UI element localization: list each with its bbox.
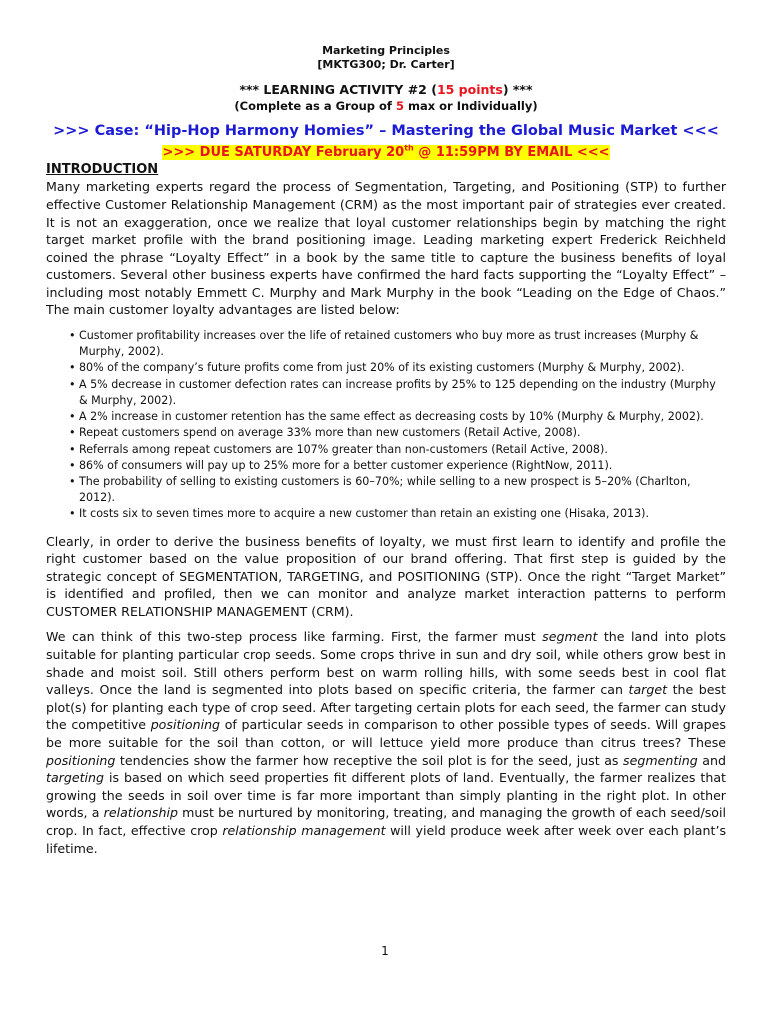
list-item: [58, 360, 726, 376]
paragraph-text: tendencies show the farmer how receptive the soil plot is for the seed, just as: [115, 752, 624, 768]
list-item: [58, 409, 726, 425]
list-item: [58, 425, 726, 441]
case-title: >>> Case: “Hip-Hop Harmony Homies” – Mastering the Global Music Market <<<: [53, 123, 719, 139]
activity-points: 15 points: [436, 82, 503, 97]
emphasized-term: segmenting: [623, 752, 698, 768]
list-item-text: Repeat customers spend on average 33% more than new customers (Retail Active, 2008).: [79, 426, 581, 440]
list-item-text: 86% of consumers will pay up to 25% more for a better customer experience (RightNow, 2011).: [79, 458, 613, 472]
paragraph-text: will yield produce week after week over each plant’s lifetime.: [46, 823, 727, 856]
paragraph-text: the land into plots suitable for planting particular crop seeds. Some crops thrive in sun and dry soil, while others grow best in shade and moist soil. Still others perform best on warm rolling hills, with some seeds best in cool flat valleys. Once the land is segmented into plots based on specific criteria, the farmer can: [46, 629, 726, 698]
bullet-icon: •: [69, 361, 76, 375]
course-code: [MKTG300; Dr. Carter]: [317, 58, 455, 71]
activity-prefix: *** LEARNING ACTIVITY #2 (: [239, 82, 437, 97]
activity-title: [46, 82, 726, 97]
bullet-icon: •: [69, 410, 76, 424]
emphasized-term: segment: [542, 629, 598, 645]
farming-analogy-paragraph: [46, 628, 726, 857]
due-date-highlight: [162, 145, 609, 160]
paragraph-text: and: [697, 752, 727, 768]
bullet-icon: •: [69, 474, 76, 488]
list-item: [58, 474, 726, 506]
activity-suffix: ) ***: [502, 82, 533, 97]
group-count: 5: [395, 99, 404, 113]
bullet-icon: •: [69, 329, 76, 343]
emphasized-term: target: [628, 682, 668, 698]
emphasized-term: positioning: [46, 752, 116, 768]
emphasized-term: positioning: [150, 717, 221, 733]
list-item: [58, 506, 726, 522]
due-suffix: @ 11:59PM BY EMAIL <<<: [413, 145, 610, 161]
paragraph-text: of particular seeds in comparison to other possible types of seeds. Will grapes be more suitable for the soil than cotton, or will lettuce yield more produce than citrus trees? These: [46, 717, 726, 751]
emphasized-term: relationship management: [222, 823, 386, 839]
list-item-text: Referrals among repeat customers are 107% greater than non-customers (Retail Active, 2008).: [79, 442, 608, 456]
introduction-heading: INTRODUCTION: [46, 162, 159, 178]
stp-paragraph: Clearly, in order to derive the business benefits of loyalty, we must first learn to identify and profile the right customer based on the value proposition of our brand offering. That first step is guided by the strategic concept of SEGMENTATION, TARGETING, and POSITIONING (STP). Once the right “Target Market” is identified and profiled, then we can monitor and analyze market interaction patterns to perform CUSTOMER RELATIONSHIP MANAGEMENT (CRM).: [46, 533, 726, 619]
paragraph-text: is based on which seed properties fit different plots of land. Eventually, the farmer realizes that growing the seeds in soil over time is far more important than simply planting in the right plot. In other words, a: [46, 770, 726, 821]
list-item-text: A 5% decrease in customer defection rates can increase profits by 25% to 125 depending on the industry (Murphy & Murphy, 2002).: [79, 377, 716, 407]
list-item: [58, 442, 726, 458]
due-superscript: th: [404, 144, 414, 153]
bullet-icon: •: [69, 442, 76, 456]
document-page: [46, 44, 726, 857]
list-item-text: A 2% increase in customer retention has the same effect as decreasing costs by 10% (Murphy & Murphy, 2002).: [79, 410, 704, 424]
due-prefix: >>> DUE SATURDAY February 20: [162, 145, 405, 161]
paragraph-text: must be nurtured by monitoring, treating, and managing the growth of each seed/soil crop. In fact, effective crop: [46, 805, 727, 839]
list-item-text: It costs six to seven times more to acquire a new customer than retain an existing one (Hisaka, 2013).: [79, 507, 649, 521]
bullet-icon: •: [69, 507, 76, 521]
list-item: [58, 328, 726, 360]
bullet-icon: •: [69, 458, 76, 472]
introduction-paragraph: Many marketing experts regard the process of Segmentation, Targeting, and Positioning (STP) to further effective Customer Relationship Management (CRM) as the most important pair of strategies ever created. It is not an exaggeration, once we realize that loyal customer relationships begin by matching the right target market profile with the brand positioning image. Leading marketing expert Frederick Reichheld coined the phrase “Loyalty Effect” in a book by the same title to capture the business benefits of loyal customers. Several other business experts have confirmed the hard facts supporting the “Loyalty Effect” – including most notably Emmett C. Murphy and Mark Murphy in the book “Leading on the Edge of Chaos.” The main customer loyalty advantages are listed below:: [46, 179, 726, 318]
group-suffix: max or Individually): [403, 99, 538, 113]
paragraph-text: the best plot(s) for planting each type of crop seed. After targeting certain plots for each seed, the farmer can study the competitive: [46, 682, 726, 733]
group-prefix: (Complete as a Group of: [234, 99, 396, 113]
course-header: [46, 44, 726, 72]
list-item-text: 80% of the company’s future profits come from just 20% of its existing customers (Murphy & Murphy, 2002).: [79, 361, 685, 375]
loyalty-advantages-list: [58, 328, 726, 522]
course-name: Marketing Principles: [322, 44, 450, 57]
emphasized-term: relationship: [103, 805, 178, 821]
list-item-text: Customer profitability increases over the life of retained customers who buy more as trust increases (Murphy & Murphy, 2002).: [79, 329, 699, 359]
list-item: [58, 377, 726, 409]
bullet-icon: •: [69, 377, 76, 391]
emphasized-term: targeting: [46, 770, 104, 786]
page-number: 1: [381, 944, 389, 958]
list-item-text: The probability of selling to existing customers is 60–70%; while selling to a new prospect is 5–20% (Charlton, 2012).: [79, 474, 691, 505]
paragraph-text: We can think of this two-step process like farming. First, the farmer must: [46, 629, 543, 645]
group-instructions: [46, 99, 726, 114]
bullet-icon: •: [69, 426, 76, 440]
list-item: [58, 458, 726, 474]
due-date-line: [46, 141, 726, 161]
